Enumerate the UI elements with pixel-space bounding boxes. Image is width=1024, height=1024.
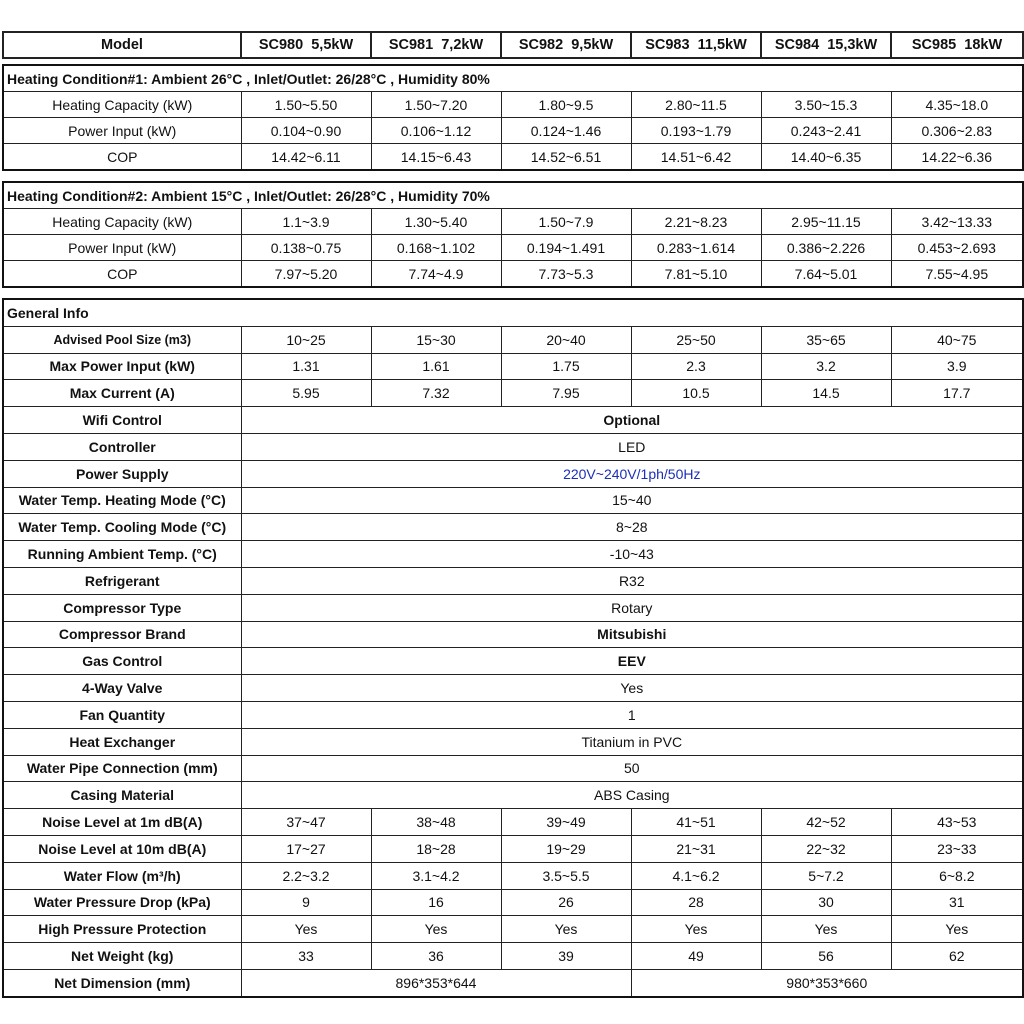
spec-label: Controller bbox=[3, 433, 241, 460]
spec-row-max-power bbox=[3, 353, 1023, 380]
spec-value: 3.2 bbox=[761, 353, 891, 380]
spec-label: Noise Level at 10m dB(A) bbox=[3, 835, 241, 862]
spec-value: 42~52 bbox=[761, 809, 891, 836]
spec-value: 7.81~5.10 bbox=[631, 261, 761, 288]
spec-value: 0.104~0.90 bbox=[241, 118, 371, 144]
model-name: SC984 15,3kW bbox=[761, 32, 891, 58]
spec-value: 16 bbox=[371, 889, 501, 916]
spec-row-noise10m bbox=[3, 835, 1023, 862]
spec-value: 0.194~1.491 bbox=[501, 235, 631, 261]
spec-value: 22~32 bbox=[761, 835, 891, 862]
spec-label: Water Temp. Heating Mode (°C) bbox=[3, 487, 241, 514]
spec-value: 23~33 bbox=[891, 835, 1023, 862]
spec-label: Advised Pool Size (m3) bbox=[3, 326, 241, 353]
spec-value: 3.1~4.2 bbox=[371, 862, 501, 889]
spec-value: 1 bbox=[241, 701, 1023, 728]
spec-value: 0.243~2.41 bbox=[761, 118, 891, 144]
spec-label: Gas Control bbox=[3, 648, 241, 675]
spec-value: Optional bbox=[241, 407, 1023, 434]
spec-value: 1.30~5.40 bbox=[371, 209, 501, 235]
spec-value: 7.55~4.95 bbox=[891, 261, 1023, 288]
heating-condition-2-table bbox=[2, 181, 1024, 288]
spec-value: 7.73~5.3 bbox=[501, 261, 631, 288]
spec-row bbox=[3, 209, 1023, 235]
spec-value: 1.75 bbox=[501, 353, 631, 380]
spec-value: 2.95~11.15 bbox=[761, 209, 891, 235]
spec-label: Power Input (kW) bbox=[3, 118, 241, 144]
spec-value: 14.42~6.11 bbox=[241, 144, 371, 171]
model-name: SC980 5,5kW bbox=[241, 32, 371, 58]
spec-value: 2.80~11.5 bbox=[631, 92, 761, 118]
spec-value: Yes bbox=[501, 916, 631, 943]
spec-row-pool-size bbox=[3, 326, 1023, 353]
spec-value: 0.386~2.226 bbox=[761, 235, 891, 261]
heating-condition-1-title: Heating Condition#1: Ambient 26°C , Inlet/Outlet: 26/28°C , Humidity 80% bbox=[3, 65, 1023, 92]
spec-value: 1.61 bbox=[371, 353, 501, 380]
spec-row-controller bbox=[3, 433, 1023, 460]
spec-value: 5~7.2 bbox=[761, 862, 891, 889]
spec-value: 14.15~6.43 bbox=[371, 144, 501, 171]
spec-value: 50 bbox=[241, 755, 1023, 782]
spec-label: Compressor Type bbox=[3, 594, 241, 621]
model-name: SC985 18kW bbox=[891, 32, 1023, 58]
spec-row bbox=[3, 144, 1023, 171]
spec-value: 1.1~3.9 bbox=[241, 209, 371, 235]
spec-label: High Pressure Protection bbox=[3, 916, 241, 943]
spec-value: 14.52~6.51 bbox=[501, 144, 631, 171]
spec-value: 43~53 bbox=[891, 809, 1023, 836]
spec-value: 9 bbox=[241, 889, 371, 916]
spec-value: 10.5 bbox=[631, 380, 761, 407]
spec-row-pipe bbox=[3, 755, 1023, 782]
spec-label: COP bbox=[3, 144, 241, 171]
spec-label: Net Weight (kg) bbox=[3, 943, 241, 970]
spec-value: 14.5 bbox=[761, 380, 891, 407]
spec-value: 38~48 bbox=[371, 809, 501, 836]
spec-label: Water Pipe Connection (mm) bbox=[3, 755, 241, 782]
spec-row-gas-control bbox=[3, 648, 1023, 675]
spec-value: 35~65 bbox=[761, 326, 891, 353]
spec-value: -10~43 bbox=[241, 541, 1023, 568]
spec-value: 15~40 bbox=[241, 487, 1023, 514]
spec-value: 10~25 bbox=[241, 326, 371, 353]
spec-value: 0.193~1.79 bbox=[631, 118, 761, 144]
spec-row-power-supply bbox=[3, 460, 1023, 487]
section-title-row bbox=[3, 299, 1023, 326]
spec-label: Water Temp. Cooling Mode (°C) bbox=[3, 514, 241, 541]
spec-value: 980*353*660 bbox=[631, 969, 1023, 996]
spec-row-dimension bbox=[3, 969, 1023, 996]
model-header-table bbox=[2, 31, 1024, 59]
section-title-row bbox=[3, 182, 1023, 209]
spec-row-noise1m bbox=[3, 809, 1023, 836]
spec-label: Power Supply bbox=[3, 460, 241, 487]
spec-value: 15~30 bbox=[371, 326, 501, 353]
spec-label: Casing Material bbox=[3, 782, 241, 809]
spec-value: 36 bbox=[371, 943, 501, 970]
spec-label: Net Dimension (mm) bbox=[3, 969, 241, 996]
spec-row-pressure-drop bbox=[3, 889, 1023, 916]
spec-value: 0.283~1.614 bbox=[631, 235, 761, 261]
spec-value: 1.50~5.50 bbox=[241, 92, 371, 118]
spec-value: 28 bbox=[631, 889, 761, 916]
heating-condition-2-title: Heating Condition#2: Ambient 15°C , Inlet/Outlet: 26/28°C , Humidity 70% bbox=[3, 182, 1023, 209]
spec-value: 7.64~5.01 bbox=[761, 261, 891, 288]
spec-value: 1.80~9.5 bbox=[501, 92, 631, 118]
spec-label: Heat Exchanger bbox=[3, 728, 241, 755]
spec-value: Yes bbox=[891, 916, 1023, 943]
spec-label: Power Input (kW) bbox=[3, 235, 241, 261]
spec-value: 30 bbox=[761, 889, 891, 916]
spec-value: 21~31 bbox=[631, 835, 761, 862]
spec-value: 1.50~7.20 bbox=[371, 92, 501, 118]
spec-value: 2.3 bbox=[631, 353, 761, 380]
spec-row-max-current bbox=[3, 380, 1023, 407]
spec-row bbox=[3, 118, 1023, 144]
heating-condition-1-table bbox=[2, 64, 1024, 171]
general-info-table bbox=[2, 298, 1024, 998]
spec-label: Max Current (A) bbox=[3, 380, 241, 407]
general-info-title: General Info bbox=[3, 299, 1023, 326]
spec-row-comp-brand bbox=[3, 621, 1023, 648]
spec-value: 26 bbox=[501, 889, 631, 916]
spec-value: Mitsubishi bbox=[241, 621, 1023, 648]
spec-value: 40~75 bbox=[891, 326, 1023, 353]
spec-value: 3.42~13.33 bbox=[891, 209, 1023, 235]
spec-value: Rotary bbox=[241, 594, 1023, 621]
spec-value: 0.306~2.83 bbox=[891, 118, 1023, 144]
spec-value: 39 bbox=[501, 943, 631, 970]
spec-row-cool-mode bbox=[3, 514, 1023, 541]
spec-value: 18~28 bbox=[371, 835, 501, 862]
spec-label: Compressor Brand bbox=[3, 621, 241, 648]
spec-label: 4-Way Valve bbox=[3, 675, 241, 702]
spec-label: Wifi Control bbox=[3, 407, 241, 434]
spec-label: Refrigerant bbox=[3, 567, 241, 594]
spec-value: 0.106~1.12 bbox=[371, 118, 501, 144]
spec-label: COP bbox=[3, 261, 241, 288]
spec-label: Noise Level at 1m dB(A) bbox=[3, 809, 241, 836]
spec-value: 41~51 bbox=[631, 809, 761, 836]
spec-value: 3.50~15.3 bbox=[761, 92, 891, 118]
model-name: SC981 7,2kW bbox=[371, 32, 501, 58]
spec-value: 31 bbox=[891, 889, 1023, 916]
spec-value: 17~27 bbox=[241, 835, 371, 862]
spec-value: Yes bbox=[241, 675, 1023, 702]
spec-row-ambient bbox=[3, 541, 1023, 568]
model-name: SC982 9,5kW bbox=[501, 32, 631, 58]
model-label: Model bbox=[3, 32, 241, 58]
spec-row-refrigerant bbox=[3, 567, 1023, 594]
spec-value: ABS Casing bbox=[241, 782, 1023, 809]
spec-value: EEV bbox=[241, 648, 1023, 675]
spec-value: 7.32 bbox=[371, 380, 501, 407]
spec-value: 220V~240V/1ph/50Hz bbox=[241, 460, 1023, 487]
spec-value: 3.9 bbox=[891, 353, 1023, 380]
spec-row-heat-mode bbox=[3, 487, 1023, 514]
spec-value: Yes bbox=[241, 916, 371, 943]
spec-label: Fan Quantity bbox=[3, 701, 241, 728]
spec-value: 56 bbox=[761, 943, 891, 970]
spec-value: 0.124~1.46 bbox=[501, 118, 631, 144]
spec-value: 8~28 bbox=[241, 514, 1023, 541]
spec-value: LED bbox=[241, 433, 1023, 460]
spec-value: 25~50 bbox=[631, 326, 761, 353]
spec-value: 0.138~0.75 bbox=[241, 235, 371, 261]
spec-row-casing bbox=[3, 782, 1023, 809]
spec-row bbox=[3, 261, 1023, 288]
spec-row-comp-type bbox=[3, 594, 1023, 621]
spec-row-water-flow bbox=[3, 862, 1023, 889]
spec-value: Titanium in PVC bbox=[241, 728, 1023, 755]
spec-value: 17.7 bbox=[891, 380, 1023, 407]
spec-value: 19~29 bbox=[501, 835, 631, 862]
spec-label: Water Flow (m³/h) bbox=[3, 862, 241, 889]
spec-value: 37~47 bbox=[241, 809, 371, 836]
spec-value: 4.1~6.2 bbox=[631, 862, 761, 889]
spec-value: 2.2~3.2 bbox=[241, 862, 371, 889]
spec-row bbox=[3, 235, 1023, 261]
spec-value: 49 bbox=[631, 943, 761, 970]
spec-row-hp-protection bbox=[3, 916, 1023, 943]
spec-value: 4.35~18.0 bbox=[891, 92, 1023, 118]
spec-value: 3.5~5.5 bbox=[501, 862, 631, 889]
spec-row bbox=[3, 92, 1023, 118]
spec-value: 1.31 bbox=[241, 353, 371, 380]
spec-label: Water Pressure Drop (kPa) bbox=[3, 889, 241, 916]
section-title-row bbox=[3, 65, 1023, 92]
spec-value: 5.95 bbox=[241, 380, 371, 407]
spec-label: Max Power Input (kW) bbox=[3, 353, 241, 380]
spec-value: 896*353*644 bbox=[241, 969, 631, 996]
spec-value: 14.22~6.36 bbox=[891, 144, 1023, 171]
spec-value: 6~8.2 bbox=[891, 862, 1023, 889]
spec-value: 14.51~6.42 bbox=[631, 144, 761, 171]
spec-value: 0.168~1.102 bbox=[371, 235, 501, 261]
spec-value: 62 bbox=[891, 943, 1023, 970]
spec-label: Running Ambient Temp. (°C) bbox=[3, 541, 241, 568]
spec-value: Yes bbox=[761, 916, 891, 943]
model-name: SC983 11,5kW bbox=[631, 32, 761, 58]
spec-row-fan-qty bbox=[3, 701, 1023, 728]
spec-value: R32 bbox=[241, 567, 1023, 594]
spec-value: 7.97~5.20 bbox=[241, 261, 371, 288]
spec-value: 20~40 bbox=[501, 326, 631, 353]
spec-value: Yes bbox=[371, 916, 501, 943]
spec-row-exchanger bbox=[3, 728, 1023, 755]
spec-value: 7.74~4.9 bbox=[371, 261, 501, 288]
spec-row-wifi bbox=[3, 407, 1023, 434]
spec-value: 14.40~6.35 bbox=[761, 144, 891, 171]
spec-value: Yes bbox=[631, 916, 761, 943]
spec-value: 33 bbox=[241, 943, 371, 970]
model-row bbox=[3, 32, 1023, 58]
spec-value: 7.95 bbox=[501, 380, 631, 407]
spec-value: 39~49 bbox=[501, 809, 631, 836]
spec-value: 0.453~2.693 bbox=[891, 235, 1023, 261]
spec-value: 2.21~8.23 bbox=[631, 209, 761, 235]
spec-row-valve bbox=[3, 675, 1023, 702]
spec-label: Heating Capacity (kW) bbox=[3, 92, 241, 118]
spec-label: Heating Capacity (kW) bbox=[3, 209, 241, 235]
spec-row-weight bbox=[3, 943, 1023, 970]
spec-value: 1.50~7.9 bbox=[501, 209, 631, 235]
